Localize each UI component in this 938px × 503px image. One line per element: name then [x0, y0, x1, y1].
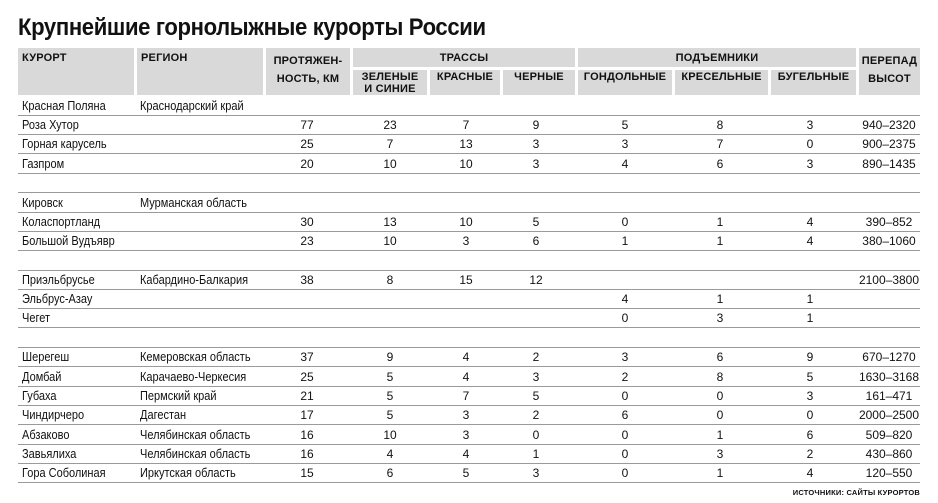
cell-region: Краснодарский край: [140, 99, 244, 113]
cell-drop: 1630–3168: [858, 370, 920, 384]
cell-drop: 161–471: [865, 389, 913, 403]
table-row: [18, 387, 920, 406]
cell-drop: 2000–2500: [858, 408, 920, 422]
cell-black: 0: [532, 428, 540, 442]
cell-tbar: 3: [806, 157, 814, 171]
table-row: [18, 194, 920, 213]
table-row: [18, 213, 920, 232]
cell-len: 37: [300, 350, 314, 364]
cell-region: Челябинская область: [140, 447, 251, 461]
cell-red: 3: [462, 408, 470, 422]
table-row: [18, 135, 920, 154]
cell-name: Губаха: [22, 389, 57, 403]
cell-chair: 1: [716, 234, 724, 248]
header-lifts: ПОДЪЕМНИКИ: [675, 52, 759, 64]
header-chair: КРЕСЕЛЬНЫЕ: [681, 71, 762, 83]
cell-red: 13: [459, 137, 473, 151]
cell-red: 4: [462, 447, 470, 461]
cell-drop: 670–1270: [862, 350, 916, 364]
cell-black: 1: [532, 447, 540, 461]
header-gondola: ГОНДОЛЬНЫЕ: [583, 71, 667, 83]
cell-green: 10: [383, 428, 397, 442]
cell-tbar: 5: [806, 370, 814, 384]
cell-name: Домбай: [22, 370, 62, 384]
table-row: [18, 309, 920, 328]
cell-tbar: 9: [806, 350, 814, 364]
header-tbar: БУГЕЛЬНЫЕ: [777, 71, 850, 83]
header-green: ЗЕЛЕНЫЕ И СИНИЕ: [361, 71, 419, 95]
cell-red: 3: [462, 234, 470, 248]
cell-green: 5: [386, 370, 394, 384]
cell-len: 38: [300, 273, 314, 287]
cell-chair: 8: [716, 118, 724, 132]
cell-red: 7: [462, 118, 470, 132]
table-row: [18, 232, 920, 251]
cell-name: Приэльбрусье: [22, 273, 95, 287]
cell-gondola: 0: [621, 428, 629, 442]
cell-len: 16: [300, 428, 314, 442]
cell-name: Газпром: [22, 157, 65, 171]
cell-name: Абзаково: [22, 428, 70, 442]
cell-green: 7: [386, 137, 394, 151]
cell-gondola: 1: [621, 234, 629, 248]
cell-black: 3: [532, 466, 540, 480]
cell-region: Пермский край: [140, 389, 217, 403]
cell-red: 4: [462, 350, 470, 364]
cell-gondola: 2: [621, 370, 629, 384]
cell-black: 2: [532, 350, 540, 364]
cell-gondola: 0: [621, 447, 629, 461]
table-row: [18, 97, 920, 116]
header-black: ЧЕРНЫЕ: [514, 71, 564, 83]
cell-chair: 0: [716, 408, 724, 422]
cell-name: Чиндирчеро: [22, 408, 85, 422]
cell-drop: 509–820: [865, 428, 913, 442]
cell-name: Роза Хутор: [22, 118, 79, 132]
cell-green: 8: [386, 273, 394, 287]
table-row: [18, 464, 920, 483]
cell-len: 30: [300, 215, 314, 229]
cell-gondola: 4: [621, 157, 629, 171]
cell-name: Завьялиха: [22, 447, 77, 461]
cell-len: 23: [300, 234, 314, 248]
cell-name: Чегет: [22, 311, 51, 325]
cell-tbar: 6: [806, 428, 814, 442]
cell-tbar: 3: [806, 118, 814, 132]
cell-chair: 1: [716, 428, 724, 442]
cell-name: Кировск: [22, 196, 63, 210]
cell-drop: 430–860: [865, 447, 913, 461]
cell-name: Коласпортланд: [22, 215, 101, 229]
cell-drop: 940–2320: [862, 118, 916, 132]
cell-green: 6: [386, 466, 394, 480]
cell-red: 3: [462, 428, 470, 442]
cell-gondola: 6: [621, 408, 629, 422]
cell-red: 5: [462, 466, 470, 480]
header-resort: КУРОРТ: [22, 52, 67, 64]
cell-len: 21: [300, 389, 314, 403]
cell-name: Большой Вудъявр: [22, 234, 115, 248]
cell-drop: 390–852: [865, 215, 913, 229]
cell-chair: 1: [716, 215, 724, 229]
cell-region: Мурманская область: [140, 196, 247, 210]
cell-tbar: 0: [806, 137, 814, 151]
cell-len: 15: [300, 466, 314, 480]
table-row: [18, 348, 920, 367]
cell-green: 5: [386, 408, 394, 422]
cell-region: Кемеровская область: [140, 350, 251, 364]
header-red: КРАСНЫЕ: [436, 71, 494, 83]
cell-gondola: 0: [621, 215, 629, 229]
cell-gondola: 4: [621, 292, 629, 306]
cell-region: Кабардино-Балкария: [140, 273, 249, 287]
table-row: [18, 116, 920, 135]
header-length: ПРОТЯЖЕН- НОСТЬ, КМ: [273, 55, 343, 85]
cell-black: 5: [532, 215, 540, 229]
cell-len: 20: [300, 157, 314, 171]
cell-chair: 6: [716, 350, 724, 364]
cell-green: 4: [386, 447, 394, 461]
cell-chair: 8: [716, 370, 724, 384]
cell-red: 7: [462, 389, 470, 403]
cell-gondola: 0: [621, 389, 629, 403]
cell-drop: 380–1060: [862, 234, 916, 248]
cell-green: 10: [383, 234, 397, 248]
cell-len: 16: [300, 447, 314, 461]
cell-gondola: 3: [621, 350, 629, 364]
cell-tbar: 4: [806, 466, 814, 480]
cell-tbar: 1: [806, 311, 814, 325]
cell-chair: 7: [716, 137, 724, 151]
cell-gondola: 0: [621, 466, 629, 480]
cell-len: 25: [300, 137, 314, 151]
cell-green: 9: [386, 350, 394, 364]
cell-black: 2: [532, 408, 540, 422]
cell-chair: 6: [716, 157, 724, 171]
cell-drop: 120–550: [865, 466, 913, 480]
cell-region: Дагестан: [140, 408, 187, 422]
cell-red: 4: [462, 370, 470, 384]
cell-name: Гора Соболиная: [22, 466, 106, 480]
table-row: [18, 329, 920, 348]
page-title: Крупнейшие горнолыжные курорты России: [18, 14, 486, 41]
cell-red: 15: [459, 273, 473, 287]
cell-gondola: 3: [621, 137, 629, 151]
cell-black: 9: [532, 118, 540, 132]
cell-red: 10: [459, 215, 473, 229]
table-row: [18, 426, 920, 445]
cell-green: 23: [383, 118, 397, 132]
cell-drop: 900–2375: [862, 137, 916, 151]
cell-black: 3: [532, 370, 540, 384]
cell-len: 25: [300, 370, 314, 384]
header-drop: ПЕРЕПАД ВЫСОТ: [861, 55, 918, 85]
cell-red: 10: [459, 157, 473, 171]
cell-chair: 0: [716, 389, 724, 403]
cell-green: 13: [383, 215, 397, 229]
cell-chair: 3: [716, 311, 724, 325]
table-row: [18, 368, 920, 387]
cell-black: 12: [529, 273, 543, 287]
cell-black: 3: [532, 157, 540, 171]
cell-region: Карачаево-Черкесия: [140, 370, 247, 384]
table-row: [18, 445, 920, 464]
cell-len: 77: [300, 118, 314, 132]
source-note: ИСТОЧНИКИ: САЙТЫ КУРОРТОВ: [792, 488, 920, 497]
cell-name: Шерегеш: [22, 350, 70, 364]
cell-gondola: 5: [621, 118, 629, 132]
header-region: РЕГИОН: [141, 52, 188, 64]
table-row: [18, 155, 920, 174]
cell-region: Челябинская область: [140, 428, 251, 442]
cell-drop: 890–1435: [862, 157, 916, 171]
cell-black: 3: [532, 137, 540, 151]
cell-green: 10: [383, 157, 397, 171]
cell-black: 6: [532, 234, 540, 248]
cell-name: Красная Поляна: [22, 99, 106, 113]
header-trails: ТРАССЫ: [439, 52, 489, 64]
table-row: [18, 406, 920, 425]
table-row: [18, 290, 920, 309]
cell-name: Горная карусель: [22, 137, 107, 151]
cell-chair: 1: [716, 466, 724, 480]
table-row: [18, 174, 920, 193]
cell-name: Эльбрус-Азау: [22, 292, 93, 306]
cell-drop: 2100–3800: [858, 273, 920, 287]
cell-black: 5: [532, 389, 540, 403]
cell-region: Иркутская область: [140, 466, 236, 480]
cell-tbar: 0: [806, 408, 814, 422]
table-row: [18, 252, 920, 271]
cell-tbar: 2: [806, 447, 814, 461]
cell-len: 17: [300, 408, 314, 422]
cell-tbar: 1: [806, 292, 814, 306]
cell-chair: 3: [716, 447, 724, 461]
cell-tbar: 4: [806, 215, 814, 229]
cell-tbar: 4: [806, 234, 814, 248]
table-row: [18, 271, 920, 290]
cell-gondola: 0: [621, 311, 629, 325]
cell-chair: 1: [716, 292, 724, 306]
cell-green: 5: [386, 389, 394, 403]
cell-tbar: 3: [806, 389, 814, 403]
